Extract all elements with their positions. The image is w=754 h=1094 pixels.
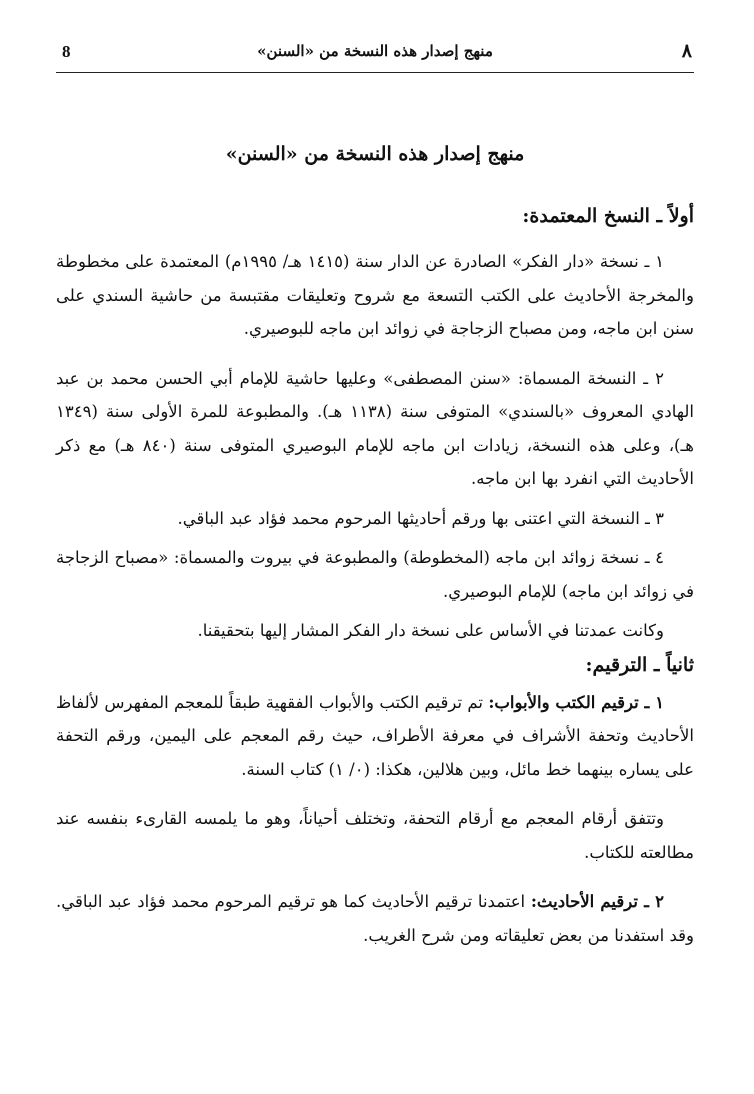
paragraph-copy-4: ٤ ـ نسخة زوائد ابن ماجه (المخطوطة) والمطبوعة في بيروت والمسماة: «مصباح الزجاجة في زوائد ابن ماجه) للإمام البوصيري. <box>56 548 694 601</box>
paragraph-copy-2: ٢ ـ النسخة المسماة: «سنن المصطفى» وعليها حاشية للإمام أبي الحسن محمد بن عبد الهادي المعروف «بالسندي» المتوفى سنة (١١٣٨ هـ). والمطبوعة للمرة الأولى سنة (١٣٤٩ هـ)، وعلى هذه النسخة، زيادات ابن ماجه للإمام البوصيري المتوفى سنة (٨٤٠ هـ) مع ذكر الأحاديث التي انفرد بها ابن ماجه. <box>56 368 694 488</box>
paragraph-numbering-agreement: وتتفق أرقام المعجم مع أرقام التحفة، وتختلف أحياناً، وهو ما يلمسه القارىء بنفسه عند مطالعته للكتاب. <box>56 809 694 862</box>
running-head <box>56 34 694 73</box>
running-head-title: منهج إصدار هذه النسخة من «السنن» <box>257 42 493 60</box>
page-number-latin: 8 <box>62 42 71 61</box>
paragraph-reliance: وكانت عمدتنا في الأساس على نسخة دار الفكر المشار إليها بتحقيقنا. <box>197 621 664 640</box>
paragraph-numbering-hadith <box>56 885 694 952</box>
paragraph-numbering-books <box>56 686 694 787</box>
page-title: منهج إصدار هذه النسخة من «السنن» <box>225 143 525 165</box>
section-heading-adopted-copies: أولاً ـ النسخ المعتمدة: <box>522 205 694 227</box>
numbering-hadith-text: اعتمدنا ترقيم الأحاديث كما هو ترقيم المرحوم محمد فؤاد عبد الباقي. وقد استفدنا من بعض تعليقاته ومن شرح الغريب. <box>56 892 694 945</box>
page-number-arabic: ٨ <box>681 40 692 62</box>
paragraph-copy-3: ٣ ـ النسخة التي اعتنى بها ورقم أحاديثها المرحوم محمد فؤاد عبد الباقي. <box>177 508 664 528</box>
paragraph-copy-1: ١ ـ نسخة «دار الفكر» الصادرة عن الدار سنة (١٤١٥ هـ/ ١٩٩٥م) المعتمدة على مخطوطة والمخرجة الأحاديث على الكتب التسعة مع شروح وتعليقات مقتبسة من حاشية السندي على سنن ابن ماجه، ومن مصباح الزجاجة في زوائد ابن ماجه للبوصيري. <box>56 252 694 338</box>
numbering-books-text: تم ترقيم الكتب والأبواب الفقهية طبقاً للمعجم المفهرس لألفاظ الأحاديث وتحفة الأشراف في معرفة الأطراف، حيث رقم المعجم على اليمين، ورقم التحفة على يساره بينهما خط مائل، وبين هلالين، هكذا: (٠/ ١) كتاب السنة. <box>56 692 694 779</box>
numbering-hadith-lead: ٢ ـ ترقيم الأحاديث: <box>530 892 664 911</box>
numbering-books-lead: ١ ـ ترقيم الكتب والأبواب: <box>488 692 665 712</box>
section-heading-numbering: ثانياً ـ الترقيم: <box>585 653 694 676</box>
